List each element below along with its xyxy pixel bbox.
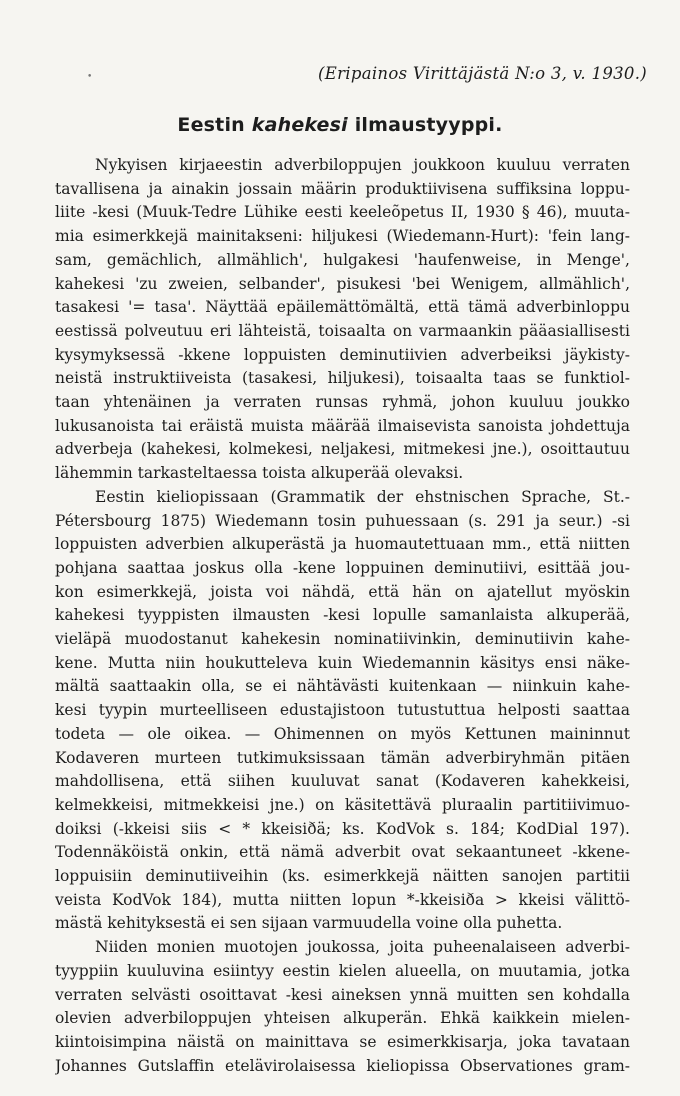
text-line: kelmekkeisi, mitmekkeisi jne.) on käsitettävä pluraalin partitiivimuo- <box>55 795 630 814</box>
text-line: olevien adverbiloppujen yhteisen alkuperän. Ehkä kaikkein mielen- <box>55 1009 630 1028</box>
text-line: Nykyisen kirjaeestin adverbiloppujen joukkoon kuuluu verraten <box>95 156 630 174</box>
text-line: liite -kesi (Muuk-Tedre Lühike eesti keeleõpetus II, 1930 § 46), muuta- <box>55 203 630 222</box>
text-line: veista KodVok 184), mutta niitten lopun *-kkeisiða > kkeisi välittö- <box>55 890 630 909</box>
text-line: Niiden monien muotojen joukossa, joita puheenalaiseen adverbi- <box>95 938 630 957</box>
text-line: lähemmin tarkasteltaessa toista alkuperää olevaksi. <box>55 464 464 483</box>
margin-mark: • <box>87 72 93 82</box>
text-line: Johannes Gutslaffin etelävirolaisessa kieliopissa Observationes gram- <box>55 1056 630 1075</box>
text-line: todeta — ole oikea. — Ohimennen on myös Kettunen maininnut <box>55 724 630 743</box>
text-line: mältä saattaakin olla, se ei nähtävästi kuitenkaan — niinkuin kahe- <box>55 677 630 696</box>
text-line: Todennäköistä onkin, että nämä adverbit ovat sekaantuneet -kkene- <box>55 843 630 862</box>
article-title <box>0 114 680 136</box>
text-line: kene. Mutta niin houkutteleva kuin Wiedemannin käsitys ensi näke- <box>55 653 630 672</box>
title-word-3: ilmaustyyppi. <box>354 114 503 136</box>
title-word-2: kahekesi <box>251 114 348 136</box>
text-line: kahekesi 'zu zweien, selbander', pisukesi 'bei Wenigem, allmählich', <box>55 274 630 293</box>
text-line: Kodaveren murteen tutkimuksissaan tämän adverbiryhmän pitäen <box>55 748 630 767</box>
text-line: verraten selvästi osoittavat -kesi aineksen ynnä muitten sen kohdalla <box>55 985 630 1004</box>
text-line: tasakesi '= tasa'. Näyttää epäilemättömältä, että tämä adverbinloppu <box>55 298 630 317</box>
text-line: tyyppiin kuuluvina esiintyy eestin kielen alueella, on muutamia, jotka <box>55 961 630 980</box>
text-line: kiintoisimpina näistä on mainittava se esimerkkisarja, joka tavataan <box>55 1032 630 1051</box>
text-line: tavallisena ja ainakin jossain määrin produktiivisena suffiksina loppu- <box>55 179 630 198</box>
text-line: sam, gemächlich, allmählich', hulgakesi 'haufenweise, in Menge', <box>55 250 630 269</box>
text-line: taan yhtenäinen ja verraten runsas ryhmä, johon kuuluu joukko <box>55 393 630 411</box>
running-header: (Eripainos Virittäjästä N:o 3, v. 1930.) <box>318 64 647 83</box>
text-line: mästä kehityksestä ei sen sijaan varmuudella voine olla puhetta. <box>55 914 563 933</box>
text-line: kon esimerkkejä, joista voi nähdä, että hän on ajatellut myöskin <box>55 582 630 601</box>
text-line: loppuisten adverbien alkuperästä ja huomautettuaan mm., että niitten <box>55 535 630 554</box>
text-line: vieläpä muodostanut kahekesin nominatiivinkin, deminutiivin kahe- <box>55 630 630 648</box>
text-line: kysymyksessä -kkene loppuisten deminutiivien adverbeiksi jäykisty- <box>55 345 630 364</box>
text-line: Pétersbourg 1875) Wiedemann tosin puhuessaan (s. 291 ja seur.) -si <box>55 511 630 530</box>
title-word-1: Eestin <box>177 114 245 136</box>
text-line: loppuisiin deminutiiveihin (ks. esimerkkejä näitten sanojen partitii <box>55 867 630 885</box>
text-line: kahekesi tyyppisten ilmausten -kesi lopulle samanlaista alkuperää, <box>55 606 630 625</box>
text-line: adverbeja (kahekesi, kolmekesi, neljakesi, mitmekesi jne.), osoittautuu <box>55 440 630 459</box>
text-line: mia esimerkkejä mainitakseni: hiljukesi (Wiedemann-Hurt): 'fein lang- <box>55 227 630 246</box>
text-line: neistä instruktiiveista (tasakesi, hiljukesi), toisaalta taas se funktiol- <box>55 369 630 388</box>
text-line: eestissä polveutuu eri lähteistä, toisaalta on varmaankin pääasiallisesti <box>55 321 630 340</box>
text-line: doiksi (-kkeisi siis < * kkeisiðä; ks. KodVok s. 184; KodDial 197). <box>55 819 630 838</box>
text-line: pohjana saattaa joskus olla -kene loppuinen deminutiivi, esittää jou- <box>55 558 630 577</box>
text-line: Eestin kieliopissaan (Grammatik der ehstnischen Sprache, St.- <box>95 487 630 506</box>
text-line: kesi tyypin murteelliseen edustajistoon tutustuttua helposti saattaa <box>55 701 630 720</box>
text-line: lukusanoista tai eräistä muista määrää ilmaisevista sanoista johdettuja <box>55 416 630 435</box>
text-line: mahdollisena, että siihen kuuluvat sanat (Kodaveren kahekkeisi, <box>55 772 630 791</box>
